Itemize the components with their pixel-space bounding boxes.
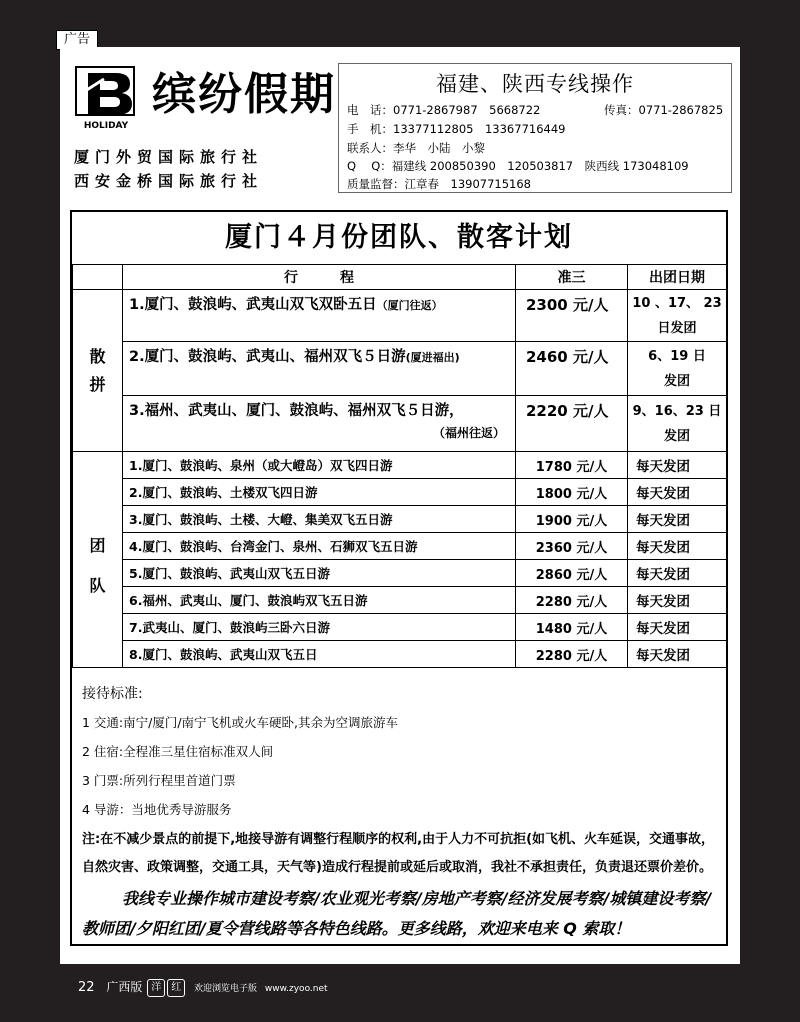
plan-table	[72, 264, 727, 668]
table-row	[73, 641, 727, 668]
header-blank	[73, 265, 123, 290]
price-cell: 2460 元/人	[516, 342, 628, 396]
header-route: 行 程	[123, 265, 516, 290]
date-cell	[628, 342, 727, 396]
page-number: 22	[78, 980, 95, 995]
standard-item: 2 住宿:全程准三星住宿标准双人间	[82, 744, 274, 759]
section-group-char-1: 团	[89, 535, 106, 555]
date-line-1: 6、19 日	[648, 348, 706, 364]
route-cell: 8.厦门、鼓浪屿、武夷山双飞五日	[123, 641, 516, 668]
table-row	[73, 396, 727, 452]
phone-line	[347, 102, 724, 118]
table-row	[73, 506, 727, 533]
route-note: (厦进福出)	[405, 351, 460, 364]
seal-icon: 红	[167, 979, 185, 997]
price-cell: 1780 元/人	[516, 452, 628, 479]
agency-name-xian: 西安金桥国际旅行社	[74, 172, 264, 190]
route-cell: 1.厦门、鼓浪屿、泉州（或大嶝岛）双飞四日游	[123, 452, 516, 479]
section-group-char-2: 队	[89, 575, 106, 595]
slogan-line-1: 我线专业操作城市建设考察/农业观光考察/房地产考察/经济发展考察/城镇建设考察/	[122, 889, 712, 908]
price-cell: 2280 元/人	[516, 641, 628, 668]
table-row	[73, 587, 727, 614]
logo-icon	[74, 65, 144, 131]
plan-title: 厦门４月份团队、散客计划	[72, 212, 726, 265]
route-cell	[123, 290, 516, 342]
table-row	[73, 560, 727, 587]
route-text: 2.厦门、鼓浪屿、武夷山、福州双飞５日游	[129, 349, 406, 365]
route-cell: 6.福州、武夷山、厦门、鼓浪屿双飞五日游	[123, 587, 516, 614]
disclaimer-line-1: 注:在不减少景点的前提下,地接导游有调整行程顺序的权利,由于人力不可抗拒(如飞机、火车延误，交通事故，	[82, 832, 715, 847]
route-cell: 7.武夷山、厦门、鼓浪屿三卧六日游	[123, 614, 516, 641]
slogan	[82, 884, 720, 944]
date-cell: 每天发团	[628, 479, 727, 506]
page-footer	[78, 978, 328, 997]
table-row	[73, 479, 727, 506]
date-cell: 每天发团	[628, 641, 727, 668]
section-group-label	[73, 452, 123, 668]
standard-item: 3 门票:所列行程里首道门票	[82, 773, 236, 788]
logo-word: HOLIDAY	[83, 121, 129, 131]
route-cell	[123, 396, 516, 452]
table-row	[73, 614, 727, 641]
route-cell: 2.厦门、鼓浪屿、土楼双飞四日游	[123, 479, 516, 506]
date-cell	[628, 396, 727, 452]
date-line-2: 发团	[663, 373, 690, 389]
table-row	[73, 533, 727, 560]
price-cell: 1800 元/人	[516, 479, 628, 506]
date-cell: 每天发团	[628, 452, 727, 479]
table-row	[73, 290, 727, 342]
date-cell	[628, 290, 727, 342]
footer-url[interactable]: www.zyoo.net	[264, 984, 328, 994]
plan-frame	[70, 210, 728, 946]
route-cell: 4.厦门、鼓浪屿、台湾金门、泉州、石狮双飞五日游	[123, 533, 516, 560]
header-date: 出团日期	[628, 265, 727, 290]
fax-text: 传真：0771-2867825	[604, 103, 724, 117]
date-cell: 每天发团	[628, 506, 727, 533]
footer-tagline: 欢迎浏览电子版	[194, 984, 258, 994]
route-sub-note: （福州往返）	[432, 426, 505, 440]
standards-title: 接待标准:	[82, 686, 143, 702]
price-cell: 2860 元/人	[516, 560, 628, 587]
date-cell: 每天发团	[628, 587, 727, 614]
date-line-1: 9、16、23 日	[632, 403, 722, 419]
disclaimer-note	[82, 826, 720, 882]
supervisor-line: 质量监督：江章春 13907715168	[347, 177, 531, 191]
price-cell: 2300 元/人	[516, 290, 628, 342]
brand-name: 缤纷假期	[152, 69, 336, 120]
ad-tag: 广告	[56, 30, 98, 50]
header-price: 准三	[516, 265, 628, 290]
table-row	[73, 342, 727, 396]
brand-logo	[74, 65, 144, 131]
standard-item: 4 导游：当地优秀导游服务	[82, 802, 232, 817]
slogan-line-2: 教师团/夕阳红团/夏令营线路等各特色线路。更多线路，欢迎来电来 Q 索取！	[82, 919, 631, 938]
date-cell: 每天发团	[628, 560, 727, 587]
section-loose-label	[73, 290, 123, 452]
page	[60, 47, 740, 964]
route-text: 3.福州、武夷山、厦门、鼓浪屿、福州双飞５日游，	[129, 403, 464, 419]
route-note: （厦门往返）	[376, 299, 443, 312]
route-text: 1.厦门、鼓浪屿、武夷山双飞双卧五日	[129, 297, 377, 313]
table-row	[73, 452, 727, 479]
qq-line: Q Q：福建线 200850390 120503817 陕西线 173048109	[347, 159, 689, 173]
agency-name-xiamen: 厦门外贸国际旅行社	[74, 148, 264, 166]
standard-item: 1 交通:南宁/厦门/南宁飞机或火车硬卧,其余为空调旅游车	[82, 715, 399, 730]
price-cell: 1900 元/人	[516, 506, 628, 533]
date-line-2: 日发团	[657, 320, 697, 336]
date-line-1: 10 、17、 23	[632, 295, 722, 311]
route-cell: 3.厦门、鼓浪屿、土楼、大嶝、集美双飞五日游	[123, 506, 516, 533]
section-loose-char-2: 拼	[89, 374, 106, 394]
price-cell: 2360 元/人	[516, 533, 628, 560]
route-cell	[123, 342, 516, 396]
contact-title: 福建、陕西专线操作	[436, 72, 634, 96]
contacts-line: 联系人：李华 小陆 小黎	[347, 141, 485, 155]
disclaimer-line-2: 自然灾害、政策调整，交通工具，天气等)造成行程提前或延后或取消，我社不承担责任，负责退还票价差价。	[82, 860, 712, 875]
date-cell: 每天发团	[628, 614, 727, 641]
route-cell: 5.厦门、鼓浪屿、武夷山双飞五日游	[123, 560, 516, 587]
section-loose-char-1: 散	[89, 346, 106, 366]
mobile-line: 手 机：13377112805 13367716449	[347, 122, 566, 136]
price-cell: 2220 元/人	[516, 396, 628, 452]
standards-block	[82, 682, 720, 944]
date-cell: 每天发团	[628, 533, 727, 560]
contact-box	[338, 63, 732, 193]
edition-label: 广西版	[106, 980, 143, 994]
price-cell: 1480 元/人	[516, 614, 628, 641]
price-cell: 2280 元/人	[516, 587, 628, 614]
table-header-row	[73, 265, 727, 290]
date-line-2: 发团	[663, 428, 690, 444]
phone-text: 电 话：0771-2867987 5668722	[347, 103, 541, 117]
seal-icon: 洋	[147, 979, 165, 997]
